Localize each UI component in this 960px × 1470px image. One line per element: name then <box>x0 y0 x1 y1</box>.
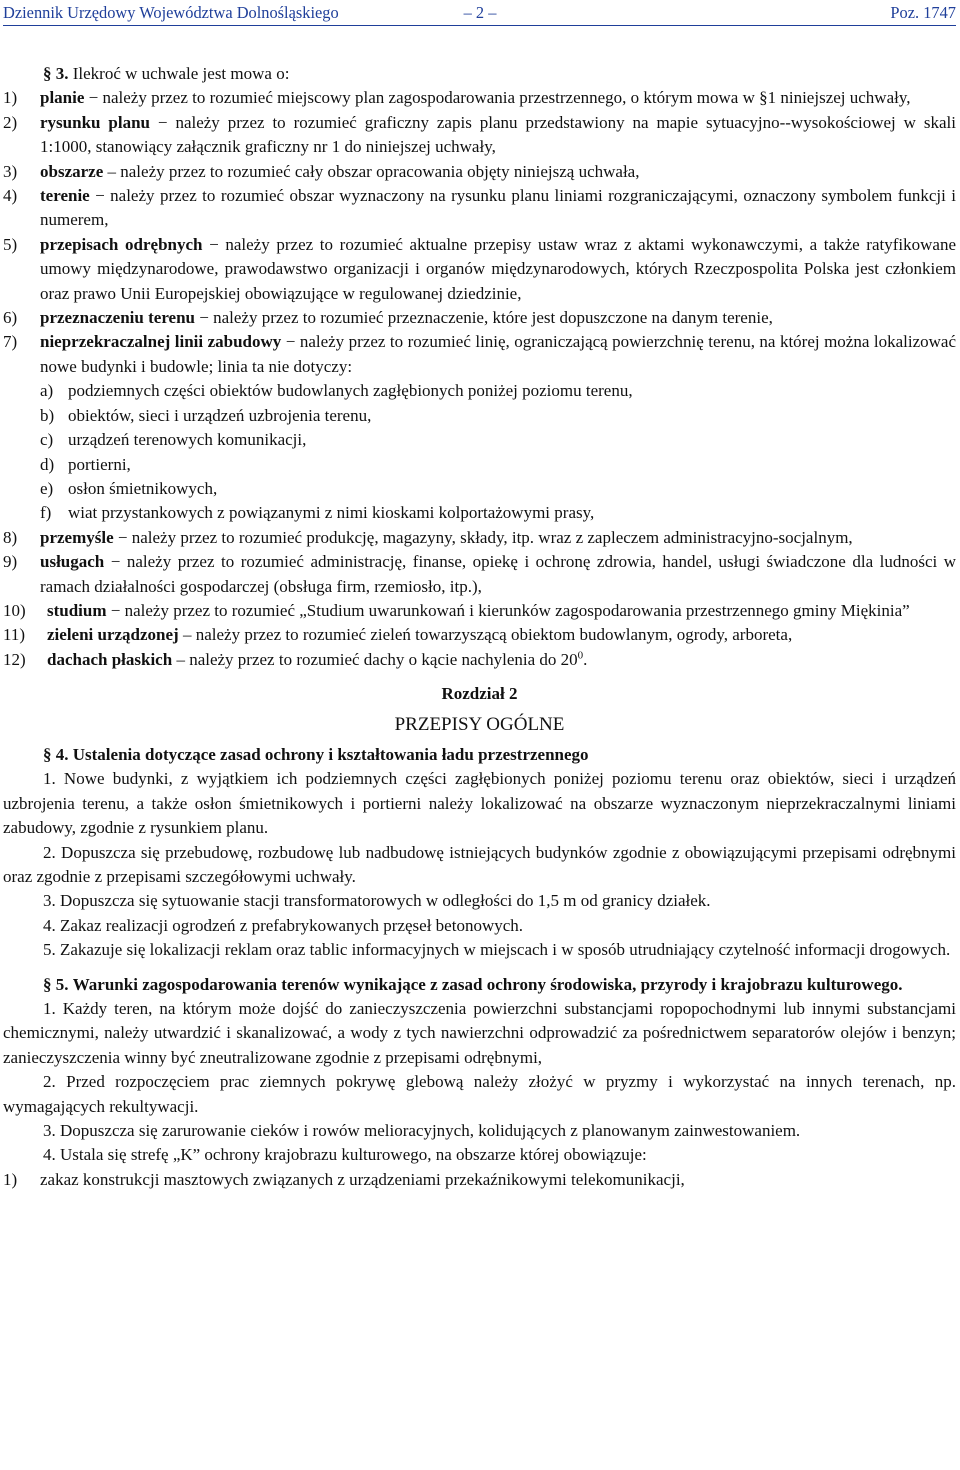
definition: − należy przez to rozumieć linię, ograniczającą powierzchnię terenu, na której można lokalizować nowe budynki i budowle; linia ta nie dotyczy: <box>40 332 956 376</box>
list-item <box>3 160 956 184</box>
sub-item <box>3 477 956 501</box>
section-4-title <box>3 743 956 767</box>
paragraph: 5. Zakazuje się lokalizacji reklam oraz tablic informacyjnych w miejscach i w sposób utrudniający czytelność informacji drogowych. <box>43 940 951 960</box>
list-item <box>3 599 956 623</box>
item-number: 11) <box>3 625 26 645</box>
sub-item <box>3 379 956 403</box>
sub-item <box>3 501 956 525</box>
item-number: 3) <box>3 161 18 181</box>
term: obszarze <box>40 161 104 181</box>
item-number: 9) <box>3 552 18 572</box>
item-number: 12) <box>3 649 26 669</box>
sub-item-text: wiat przystankowych z powiązanymi z nimi kioskami kolportażowymi prasy, <box>68 503 595 523</box>
sub-item-letter: b) <box>40 405 55 425</box>
list-item <box>3 623 956 647</box>
term: usługach <box>40 552 105 572</box>
section-mark: § 3. <box>43 64 69 83</box>
section-5-title <box>3 973 956 997</box>
position-number: Poz. 1747 <box>890 3 956 22</box>
sub-item <box>3 404 956 428</box>
sub-item-letter: c) <box>40 430 54 450</box>
definitions-list <box>3 86 956 672</box>
list-item <box>3 306 956 330</box>
sub-item-text: podziemnych części obiektów budowlanych zagłębionych poniżej poziomu terenu, <box>68 381 633 401</box>
list-item <box>3 1168 956 1192</box>
page-header <box>3 0 956 26</box>
list-item <box>3 184 956 233</box>
term: planie <box>40 88 85 108</box>
paragraph: 3. Dopuszcza się zarurowanie cieków i rowów melioracyjnych, kolidujących z planowanym zainwestowaniem. <box>43 1121 801 1141</box>
definition: − należy przez to rozumieć produkcję, magazyny, składy, itp. wraz z zapleczem administracyjno-socjalnym, <box>113 527 853 547</box>
sub-item-text: portierni, <box>68 454 131 474</box>
paragraph: 1. Każdy teren, na którym może dojść do zanieczyszczenia powierzchni substancjami ropopochodnymi lub innymi substancjami chemicznymi, należy utwardzić i skanalizować, a wody z tych nawierzchni odprowadzić za pośrednictwem separatorów olejów i benzyn; zanieczyszczenia winny być zneutralizowane zgodnie z przepisami odrębnymi, <box>3 999 956 1067</box>
section-mark: § 4. <box>43 744 69 764</box>
definition: − należy przez to rozumieć przeznaczenie, które jest dopuszczone na danym terenie, <box>195 308 773 328</box>
intro-text: Ilekroć w uchwale jest mowa o: <box>72 64 290 83</box>
page-number: – 2 – <box>463 3 497 22</box>
journal-title: Dziennik Urzędowy Województwa Dolnośląskiego <box>3 3 339 22</box>
paragraph: 4. Ustala się strefę „K” ochrony krajobrazu kulturowego, na obszarze której obowiązuje: <box>43 1145 647 1165</box>
section-title: Ustalenia dotyczące zasad ochrony i kształtowania ładu przestrzennego <box>72 744 589 764</box>
definition: – należy przez to rozumieć dachy o kącie nachylenia do 20 <box>172 649 578 669</box>
definition: − należy przez to rozumieć miejscowy plan zagospodarowania przestrzennego, o którym mowa w §1 niniejszej uchwały, <box>84 88 911 108</box>
list-item <box>3 233 956 306</box>
term: przepisach odrębnych <box>40 234 203 254</box>
list-item <box>3 526 956 550</box>
definition: − należy przez to rozumieć graficzny zapis planu przedstawiony na mapie sytuacyjno--wysokościowej w skali 1:1000, stanowiący załącznik graficzny nr 1 do niniejszej uchwały, <box>40 112 956 157</box>
item-number: 7) <box>3 332 18 352</box>
list-item <box>3 550 956 599</box>
list-item <box>3 111 956 160</box>
chapter-label: Rozdział 2 <box>441 684 518 704</box>
paragraph: 2. Przed rozpoczęciem prac ziemnych pokrywę glebową należy złożyć w pryzmy i wykorzystać na innych terenach, np. wymagających rekultywacji. <box>3 1072 956 1116</box>
term: dachach płaskich <box>47 649 173 669</box>
item-text: zakaz konstrukcji masztowych związanych z urządzeniami przekaźnikowymi telekomunikacji, <box>40 1169 685 1189</box>
section-title: Warunki zagospodarowania terenów wynikające z zasad ochrony środowiska, przyrody i krajobrazu kulturowego. <box>72 974 903 994</box>
item-number: 1) <box>3 88 18 108</box>
term: zieleni urządzonej <box>47 625 179 645</box>
item-number: 5) <box>3 234 18 254</box>
item-number: 4) <box>3 186 18 206</box>
term: rysunku planu <box>40 112 150 132</box>
list-item <box>3 86 956 110</box>
paragraph: 2. Dopuszcza się przebudowę, rozbudowę lub nadbudowę istniejących budynków zgodnie z obowiązującymi przepisami odrębnymi oraz zgodnie z przepisami szczegółowymi uchwały. <box>3 842 956 886</box>
paragraph: 4. Zakaz realizacji ogrodzeń z prefabrykowanych przęseł betonowych. <box>43 915 524 935</box>
list-item <box>3 648 956 672</box>
paragraph: 1. Nowe budynki, z wyjątkiem ich podziemnych części zagłębionych poniżej poziomu terenu oraz obiektów, sieci i urządzeń uzbrojenia terenu, a także osłon śmietnikowych i portierni należy lokalizować na obszarze wyznaczonym nieprzekraczalnymi liniami zabudowy, zgodnie z rysunkiem planu. <box>3 769 956 838</box>
sub-item-text: obiektów, sieci i urządzeń uzbrojenia terenu, <box>68 405 372 425</box>
term: nieprzekraczalnej linii zabudowy <box>40 332 282 352</box>
term: studium <box>47 600 107 620</box>
sub-item-letter: a) <box>40 381 54 401</box>
definition: – należy przez to rozumieć zieleń towarzyszącą obiektom budowlanym, ogrody, arboreta, <box>178 625 793 645</box>
chapter-title: PRZEPISY OGÓLNE <box>394 713 565 735</box>
document-body <box>3 62 956 1192</box>
sub-item-letter: f) <box>40 503 52 523</box>
term: terenie <box>40 186 90 206</box>
item-number: 6) <box>3 308 18 328</box>
list-item <box>3 330 956 379</box>
degree-superscript: 0 <box>577 649 584 662</box>
item-number: 8) <box>3 527 18 547</box>
definition-end: . <box>583 649 588 669</box>
item-number: 1) <box>3 1169 18 1189</box>
paragraph: 3. Dopuszcza się sytuowanie stacji transformatorowych w odległości do 1,5 m od granicy działek. <box>43 891 711 911</box>
definition: – należy przez to rozumieć cały obszar opracowania objęty niniejszą uchwała, <box>103 161 640 181</box>
definition: − należy przez to rozumieć „Studium uwarunkowań i kierunków zagospodarowania przestrzennego gminy Miękinia” <box>106 600 910 620</box>
sub-item-text: osłon śmietnikowych, <box>68 478 218 498</box>
definition: − należy przez to rozumieć aktualne przepisy ustaw wraz z aktami wykonawczymi, a także ratyfikowane umowy międzynarodowe, prawodawstwo organizacji i organów międzynarodowych, których Rzeczpospolita Polska jest członkiem oraz prawo Unii Europejskiej obowiązujące w regulowanej dziedzinie, <box>40 234 956 303</box>
section-mark: § 5. <box>43 974 69 994</box>
item-number: 10) <box>3 600 26 620</box>
sub-item-text: urządzeń terenowych komunikacji, <box>68 430 307 450</box>
section-3-intro <box>3 62 956 86</box>
definition: − należy przez to rozumieć administrację, finanse, opiekę i ochronę zdrowia, handel, usługi świadczone dla ludności w ramach działalności gospodarczej (obsługa firm, rzemiosło, itp.), <box>40 552 956 596</box>
sub-item-letter: e) <box>40 478 54 498</box>
sub-item <box>3 453 956 477</box>
definition: − należy przez to rozumieć obszar wyznaczony na rysunku planu liniami rozgraniczającymi, oznaczony symbolem funkcji i numerem, <box>40 186 956 230</box>
term: przemyśle <box>40 527 114 547</box>
sub-item-letter: d) <box>40 454 55 474</box>
sub-item <box>3 428 956 452</box>
item-number: 2) <box>3 112 18 132</box>
term: przeznaczeniu terenu <box>40 308 196 328</box>
